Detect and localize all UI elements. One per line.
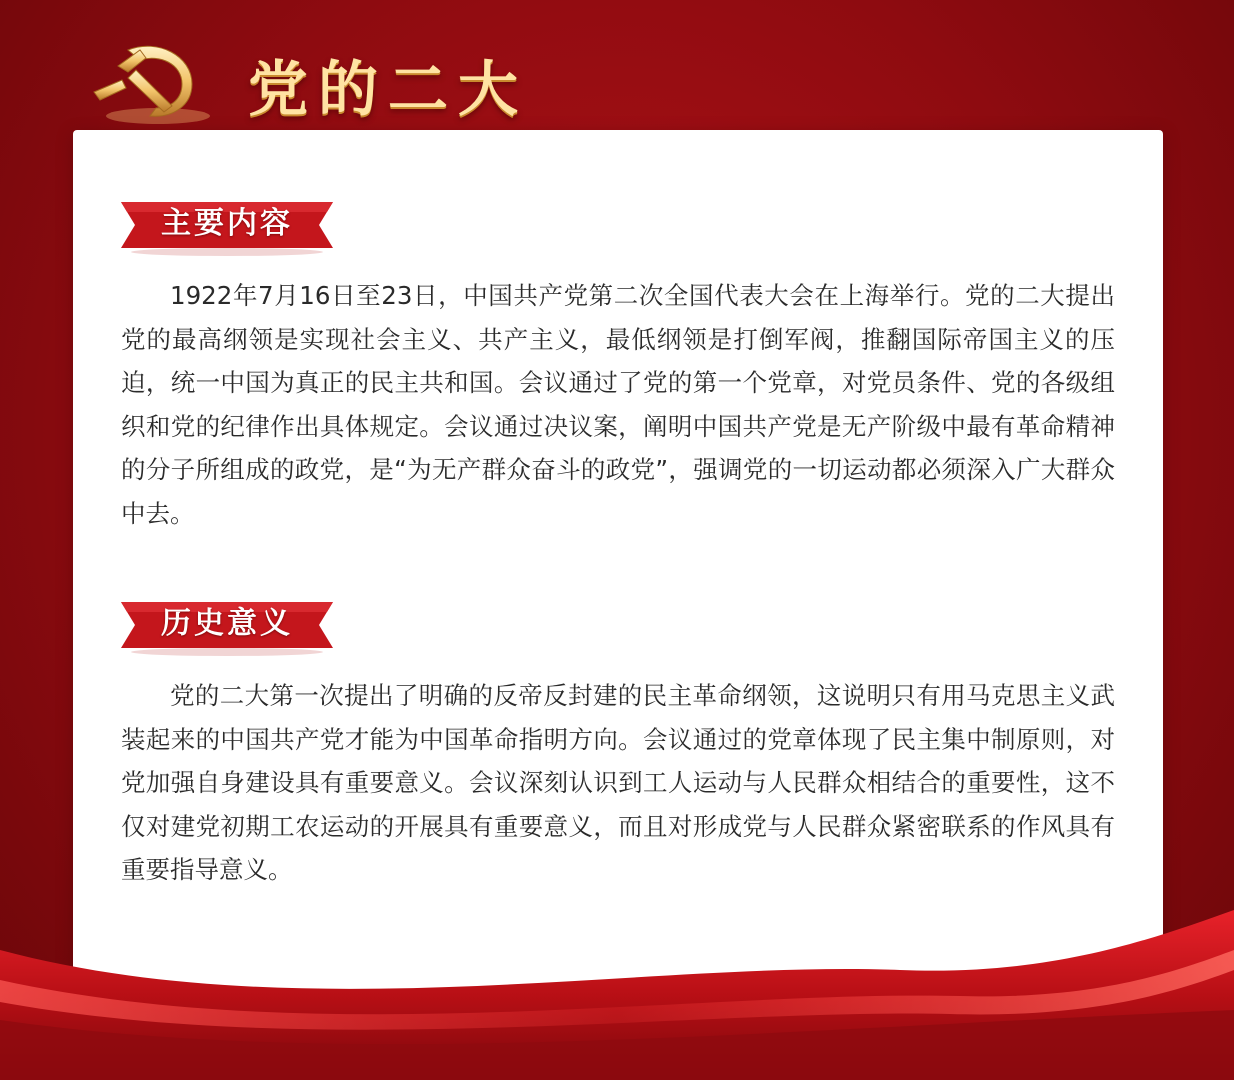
section-heading-label: 历史意义 (161, 606, 293, 641)
party-emblem-icon (88, 28, 218, 128)
section-heading-historical-significance (121, 600, 333, 648)
section-body-historical-significance: 党的二大第一次提出了明确的反帝反封建的民主革命纲领，这说明只有用马克思主义武装起来的中国共产党才能为中国革命指明方向。会议通过的党章体现了民主集中制原则，对党加强自身建设具有重要意义。会议深刻认识到工人运动与人民群众相结合的重要性，这不仅对建党初期工农运动的开展具有重要意义，而且对形成党与人民群众紧密联系的作风具有重要指导意义。 (121, 681, 1115, 884)
content-card (73, 130, 1163, 990)
section-heading-label: 主要内容 (161, 206, 293, 241)
page-title: 党的二大 (248, 55, 528, 125)
header (88, 28, 688, 128)
section-body-main-content: 1922年7月16日至23日，中国共产党第二次全国代表大会在上海举行。党的二大提出党的最高纲领是实现社会主义、共产主义，最低纲领是打倒军阀，推翻国际帝国主义的压迫，统一中国为真正的民主共和国。会议通过了党的第一个党章，对党员条件、党的各级组织和党的纪律作出具体规定。会议通过决议案，阐明中国共产党是无产阶级中最有革命精神的分子所组成的政党，是“为无产群众奋斗的政党”，强调党的一切运动都必须深入广大群众中去。 (121, 281, 1115, 528)
section-heading-main-content (121, 200, 333, 248)
bottom-silk-wave (0, 910, 1234, 1080)
